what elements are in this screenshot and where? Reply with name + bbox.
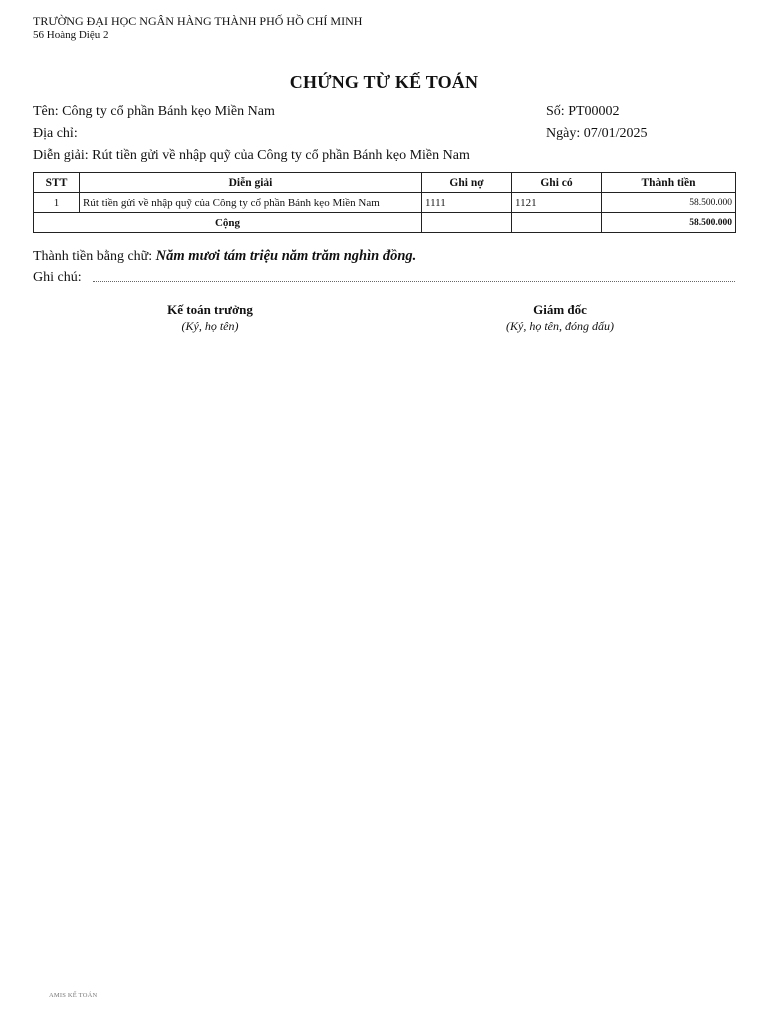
explanation-row [33,147,470,165]
note-label: Ghi chú: [33,270,82,285]
total-row [34,213,736,233]
number-row [546,103,620,121]
entries-table [33,172,736,233]
organization-name: TRƯỜNG ĐẠI HỌC NGÂN HÀNG THÀNH PHỐ HỒ CHÍ MINH [33,14,363,28]
header-debit: Ghi nợ [422,173,512,193]
note-dotted-line [93,281,735,282]
total-debit-empty [422,213,512,233]
header-stt: STT [34,173,80,193]
organization-header [33,14,363,42]
director-signature [440,302,680,334]
director-title: Giám đốc [533,302,587,317]
table-header-row [34,173,736,193]
header-credit: Ghi có [512,173,602,193]
cell-amount: 58.500.000 [602,193,736,213]
explanation-value: Rút tiền gửi về nhập quỹ của Công ty cổ phần Bánh kẹo Miền Nam [92,148,470,163]
address-row [33,125,78,143]
director-hint: (Ký, họ tên, đóng dấu) [506,319,614,333]
cell-credit: 1121 [512,193,602,213]
organization-address: 56 Hoàng Diệu 2 [33,29,109,41]
total-credit-empty [512,213,602,233]
cell-description: Rút tiền gửi về nhập quỹ của Công ty cổ phần Bánh kẹo Miền Nam [80,193,422,213]
footer-brand: AMIS KẾ TOÁN [49,992,98,999]
date-label: Ngày: [546,126,581,141]
total-label: Cộng [34,213,422,233]
amount-in-words-row [33,247,416,266]
header-amount: Thành tiền [602,173,736,193]
table-row [34,193,736,213]
name-row [33,103,275,121]
cell-debit: 1111 [422,193,512,213]
name-value: Công ty cổ phần Bánh kẹo Miền Nam [62,104,275,119]
cell-stt: 1 [34,193,80,213]
document-title: CHỨNG TỪ KẾ TOÁN [289,72,479,92]
total-amount: 58.500.000 [602,213,736,233]
chief-accountant-signature [110,302,310,334]
date-row [546,125,648,143]
chief-accountant-title: Kế toán trưởng [167,302,253,317]
number-label: Số: [546,104,565,119]
name-label: Tên: [33,104,59,119]
amount-in-words-label: Thành tiền bằng chữ: [33,249,153,264]
date-value: 07/01/2025 [583,126,648,141]
address-label: Địa chỉ: [33,126,78,141]
number-value: PT00002 [568,104,620,119]
amount-in-words-value: Năm mươi tám triệu năm trăm nghìn đồng. [155,248,417,264]
chief-accountant-hint: (Ký, họ tên) [181,319,239,333]
header-description: Diễn giải [80,173,422,193]
explanation-label: Diễn giải: [33,148,89,163]
